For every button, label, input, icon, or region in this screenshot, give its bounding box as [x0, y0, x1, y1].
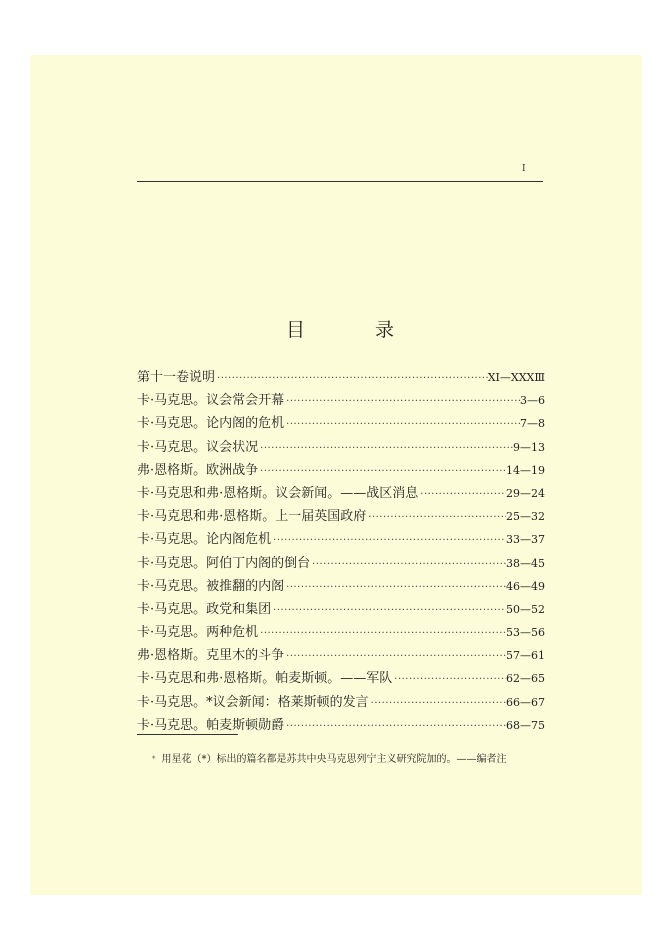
toc-entry-title: 卡·马克思和弗·恩格斯。帕麦斯顿。——军队 [137, 671, 393, 687]
toc-entry-pages: 66—67 [506, 695, 545, 709]
toc-entry-title: 卡·马克思和弗·恩格斯。上一届英国政府 [137, 509, 367, 525]
dot-leader [284, 396, 520, 407]
toc-entry-pages: 7—8 [520, 417, 545, 431]
dot-leader [271, 535, 506, 546]
toc-entry-pages: XI—ⅩⅩⅩⅢ [487, 371, 545, 384]
toc-entry-pages: 33—37 [506, 533, 545, 547]
dot-leader [366, 512, 506, 523]
dot-leader [310, 559, 506, 570]
toc-entry-title: 卡·马克思。议会常会开幕 [137, 393, 285, 409]
dot-leader [392, 674, 506, 685]
toc-entry-title: 卡·马克思。帕麦斯顿勋爵 [137, 717, 285, 733]
dot-leader [284, 419, 520, 430]
toc-entry-title: 卡·马克思。阿伯丁内阁的倒台 [137, 555, 311, 571]
toc-entry-title: 卡·马克思和弗·恩格斯。议会新闻。——战区消息 [137, 485, 419, 501]
toc-entry-pages: 53—56 [506, 626, 545, 640]
dot-leader [258, 466, 506, 477]
dot-leader [215, 373, 488, 384]
footnote-rule [137, 734, 238, 735]
toc-entry-pages: 68—75 [506, 718, 545, 732]
toc-entry-title: 弗·恩格斯。克里木的斗争 [137, 648, 285, 664]
toc-entry-title: 卡·马克思。*议会新闻：格莱斯顿的发言 [137, 694, 369, 710]
dot-leader [258, 443, 513, 454]
toc-entry[interactable] [137, 412, 545, 435]
toc-entry[interactable] [137, 366, 545, 389]
toc-entry-title: 第十一卷说明 [137, 370, 216, 385]
toc-entry-title: 卡·马克思。两种危机 [137, 625, 259, 641]
toc-entry-pages: 46—49 [506, 579, 545, 593]
footnote-text: 用星花（*）标出的篇名都是苏共中央马克思列宁主义研究院加的。——编者注 [161, 754, 507, 765]
toc-entry-pages: 62—65 [506, 672, 545, 686]
toc-entry-pages: 14—19 [506, 463, 545, 477]
toc-heading: 目 录 [285, 319, 427, 341]
toc-entry[interactable] [137, 667, 545, 690]
toc-entry-title: 卡·马克思。被推翻的内阁 [137, 578, 285, 594]
toc-entry-pages: 57—61 [506, 649, 545, 663]
page-number: I [522, 164, 526, 174]
toc-entry-pages: 9—13 [513, 440, 545, 454]
toc-entry-title: 卡·马克思。论内阁的危机 [137, 416, 285, 432]
dot-leader [418, 489, 506, 500]
dot-leader [271, 605, 506, 616]
toc-entry-pages: 50—52 [506, 602, 545, 616]
toc-entry[interactable] [137, 459, 545, 482]
toc-entry-title: 弗·恩格斯。欧洲战争 [137, 462, 259, 478]
footnote-marker: * [152, 755, 156, 763]
dot-leader [258, 628, 506, 639]
toc-entry[interactable] [137, 436, 545, 459]
toc-entry[interactable] [137, 552, 545, 575]
footnote [152, 751, 548, 768]
toc-entry[interactable] [137, 505, 545, 528]
toc-entry[interactable] [137, 691, 545, 714]
toc-entry[interactable] [137, 644, 545, 667]
toc-entry-pages: 29—24 [506, 486, 545, 500]
toc-entry-pages: 38—45 [506, 556, 545, 570]
toc-entry[interactable] [137, 528, 545, 551]
toc-entry-pages: 25—32 [506, 510, 545, 524]
toc-entry[interactable] [137, 575, 545, 598]
dot-leader [369, 698, 506, 709]
toc-entry-title: 卡·马克思。政党和集团 [137, 601, 272, 617]
toc-entry[interactable] [137, 482, 545, 505]
table-of-contents [137, 366, 545, 737]
dot-leader [284, 721, 506, 732]
toc-entry-title: 卡·马克思。论内阁危机 [137, 532, 272, 548]
toc-entry[interactable] [137, 389, 545, 412]
dot-leader [284, 651, 506, 662]
toc-entry-pages: 3—6 [520, 394, 545, 408]
dot-leader [284, 582, 506, 593]
toc-entry-title: 卡·马克思。议会状况 [137, 439, 259, 455]
header-rule [137, 181, 543, 182]
toc-entry[interactable] [137, 598, 545, 621]
toc-entry[interactable] [137, 621, 545, 644]
